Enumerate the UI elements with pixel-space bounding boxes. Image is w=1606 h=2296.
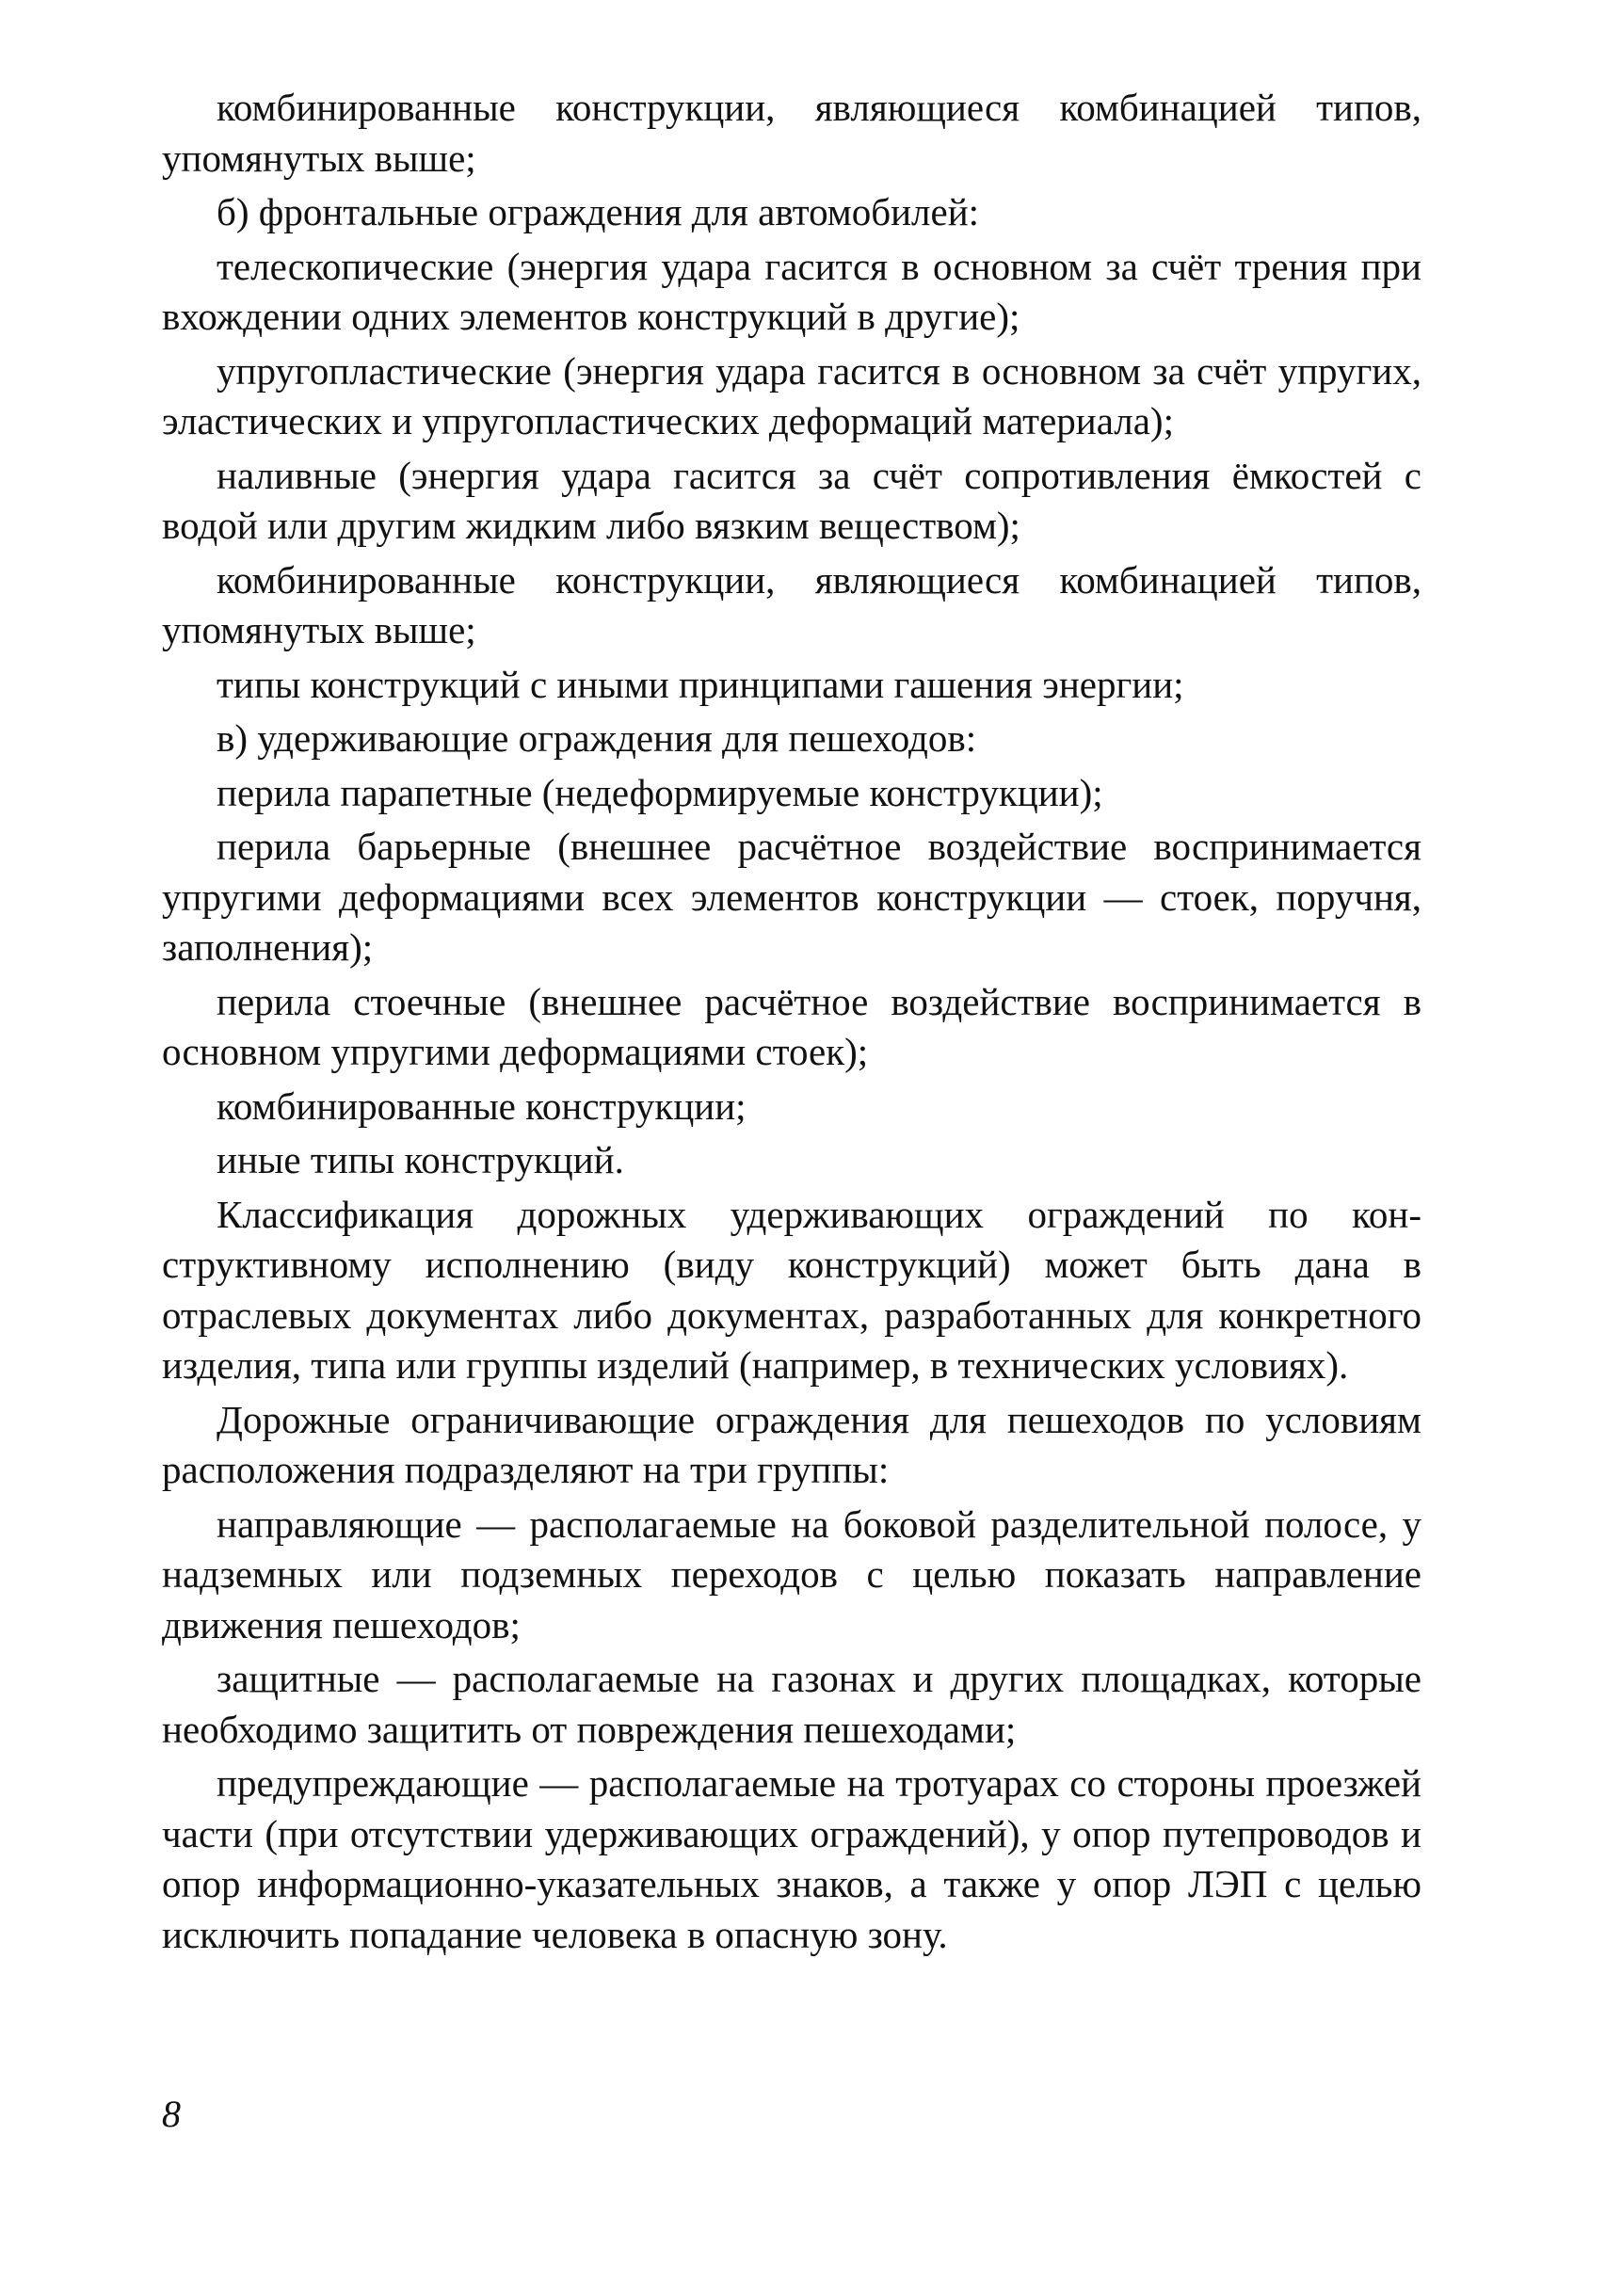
paragraph: перила барьерные (внешнее расчётное воздействие воспринимается упругими деформациями всех элементов конструкции — стоек, поручня, заполнения); — [162, 825, 1421, 969]
paragraph: иные типы конструкций. — [217, 1138, 624, 1181]
paragraph: перила парапетные (недеформируемые конструкции); — [217, 770, 1103, 814]
paragraph: б) фронтальные ограждения для автомобилей: — [217, 190, 980, 233]
paragraph: комбинированные конструкции, являющиеся комбинацией типов, упомянутых выше; — [162, 557, 1421, 651]
paragraph: защитные — располагаемые на газонах и других площадках, которые необходимо защитить от повреждения пешеходами; — [162, 1657, 1421, 1751]
paragraph: в) удерживающие ограждения для пешеходов: — [217, 716, 977, 760]
paragraph: типы конструкций с иными принципами гашения энергии; — [217, 662, 1184, 706]
page-number: 8 — [162, 2093, 181, 2135]
paragraph: Дорожные ограничивающие ограждения для пешеходов по условиям расположения подразделяют на три группы: — [162, 1397, 1421, 1491]
page-body — [162, 83, 1421, 1964]
paragraph: наливные (энергия удара гасится за счёт сопротивления ёмкостей с водой или другим жидким либо вязким веществом); — [162, 453, 1421, 547]
paragraph: предупреждающие — располагаемые на тротуарах со стороны проезжей части (при отсутствии удерживающих ограждений), у опор путепроводов и опор информационно-указательных знаков, а также у опор ЛЭП с целью исключить попадание человека в опасную зону. — [162, 1761, 1421, 1956]
paragraph: упругопластические (энергия удара гасится в основном за счёт упругих, эластических и упругопластических деформаций материала); — [162, 348, 1421, 442]
paragraph: телескопические (энергия удара гасится в основном за счёт трения при вхождении одних элементов конструкций в другие); — [162, 244, 1421, 338]
paragraph: перила стоечные (внешнее расчётное воздействие воспринимается в основном упругими деформациями стоек); — [162, 979, 1421, 1073]
paragraph: Классификация дорожных удерживающих ограждений по конструктивному исполнению (виду конструкций) может быть дана в отраслевых документах либо документах, разработанных для конкретного изделия, типа или группы изделий (например, в технических условиях). — [162, 1192, 1421, 1387]
paragraph: комбинированные конструкции, являющиеся комбинацией типов, упомянутых выше; — [162, 86, 1421, 180]
paragraph: направляющие — располагаемые на боковой разделительной полосе, у надземных или подземных переходов с целью показать направление движения пешеходов; — [162, 1501, 1421, 1646]
paragraph: комбинированные конструкции; — [217, 1084, 747, 1128]
